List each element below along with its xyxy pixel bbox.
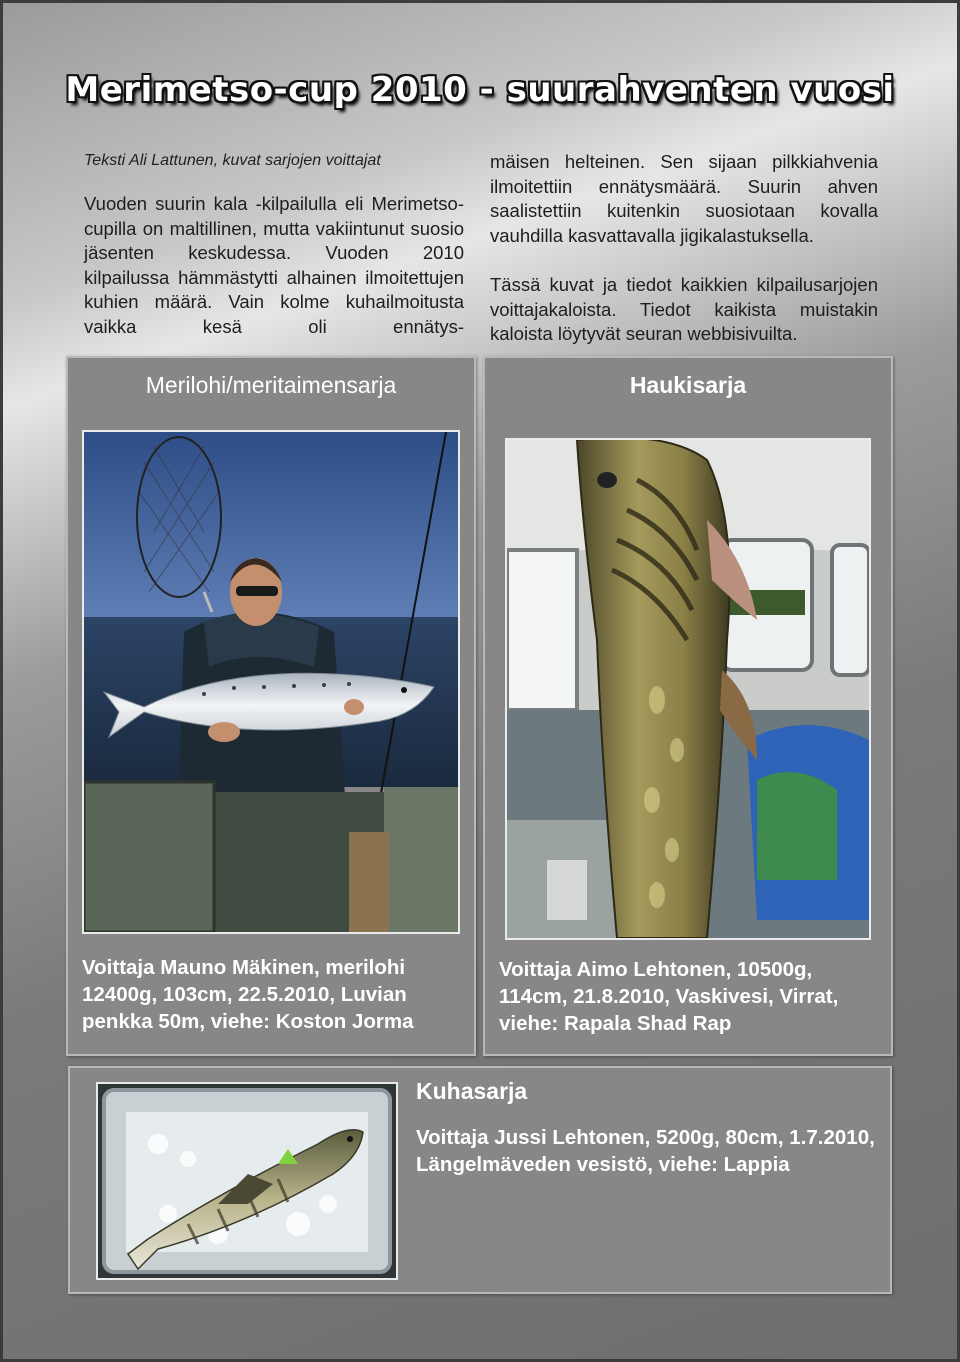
- intro-right-paragraph-2: Tässä kuvat ja tiedot kaikkien kilpailusarjojen voittajakaloista. Tiedot kaikista muistakin kaloista löytyvät seuran webbisivuilta.: [490, 274, 878, 344]
- zander-section-heading: Kuhasarja: [416, 1078, 528, 1104]
- intro-right-paragraph-1: mäisen helteinen. Sen sijaan pilkkiahvenia ilmoitettiin ennätysmäärä. Suurin ahven saalistettiin kuitenkin suosiotaan kovalla vauhdilla kasvattavalla jigikalastuksella.: [490, 151, 878, 246]
- salmon-section-heading: Merilohi/meritaimensarja: [145, 372, 397, 398]
- intro-left-column: Vuoden suurin kala -kilpailulla eli Merimetso-cupilla on maltillinen, mutta vakiintunut suosio jäsenten keskudessa. Vuoden 2010 kilpailussa hämmästytti alhainen ilmoitettujen kuhien määrä. Vain kolme kuhailmoitusta vaikka kesä oli ennätys-: [84, 193, 464, 337]
- byline: Teksti Ali Lattunen, kuvat sarjojen voittajat: [84, 152, 381, 169]
- pike-catch-photo: [505, 438, 871, 940]
- salmon-section-panel: [66, 356, 476, 1056]
- zander-section-panel: [68, 1066, 892, 1294]
- salmon-catch-photo: [82, 430, 460, 934]
- pike-section-panel: [483, 356, 893, 1056]
- zander-catch-photo: [96, 1082, 398, 1280]
- pike-section-heading: Haukisarja: [629, 372, 747, 398]
- salmon-caption: Voittaja Mauno Mäkinen, merilohi 12400g, 103cm, 22.5.2010, Luvian penkka 50m, viehe: Koston Jorma: [82, 956, 414, 1033]
- zander-caption: Voittaja Jussi Lehtonen, 5200g, 80cm, 1.7.2010, Längelmäveden vesistö, viehe: Lappia: [416, 1126, 875, 1176]
- page-title: Merimetso-cup 2010 - suurahventen vuosi: [65, 70, 895, 110]
- pike-caption: Voittaja Aimo Lehtonen, 10500g, 114cm, 21.8.2010, Vaskivesi, Virrat, viehe: Rapala Shad Rap: [499, 958, 839, 1035]
